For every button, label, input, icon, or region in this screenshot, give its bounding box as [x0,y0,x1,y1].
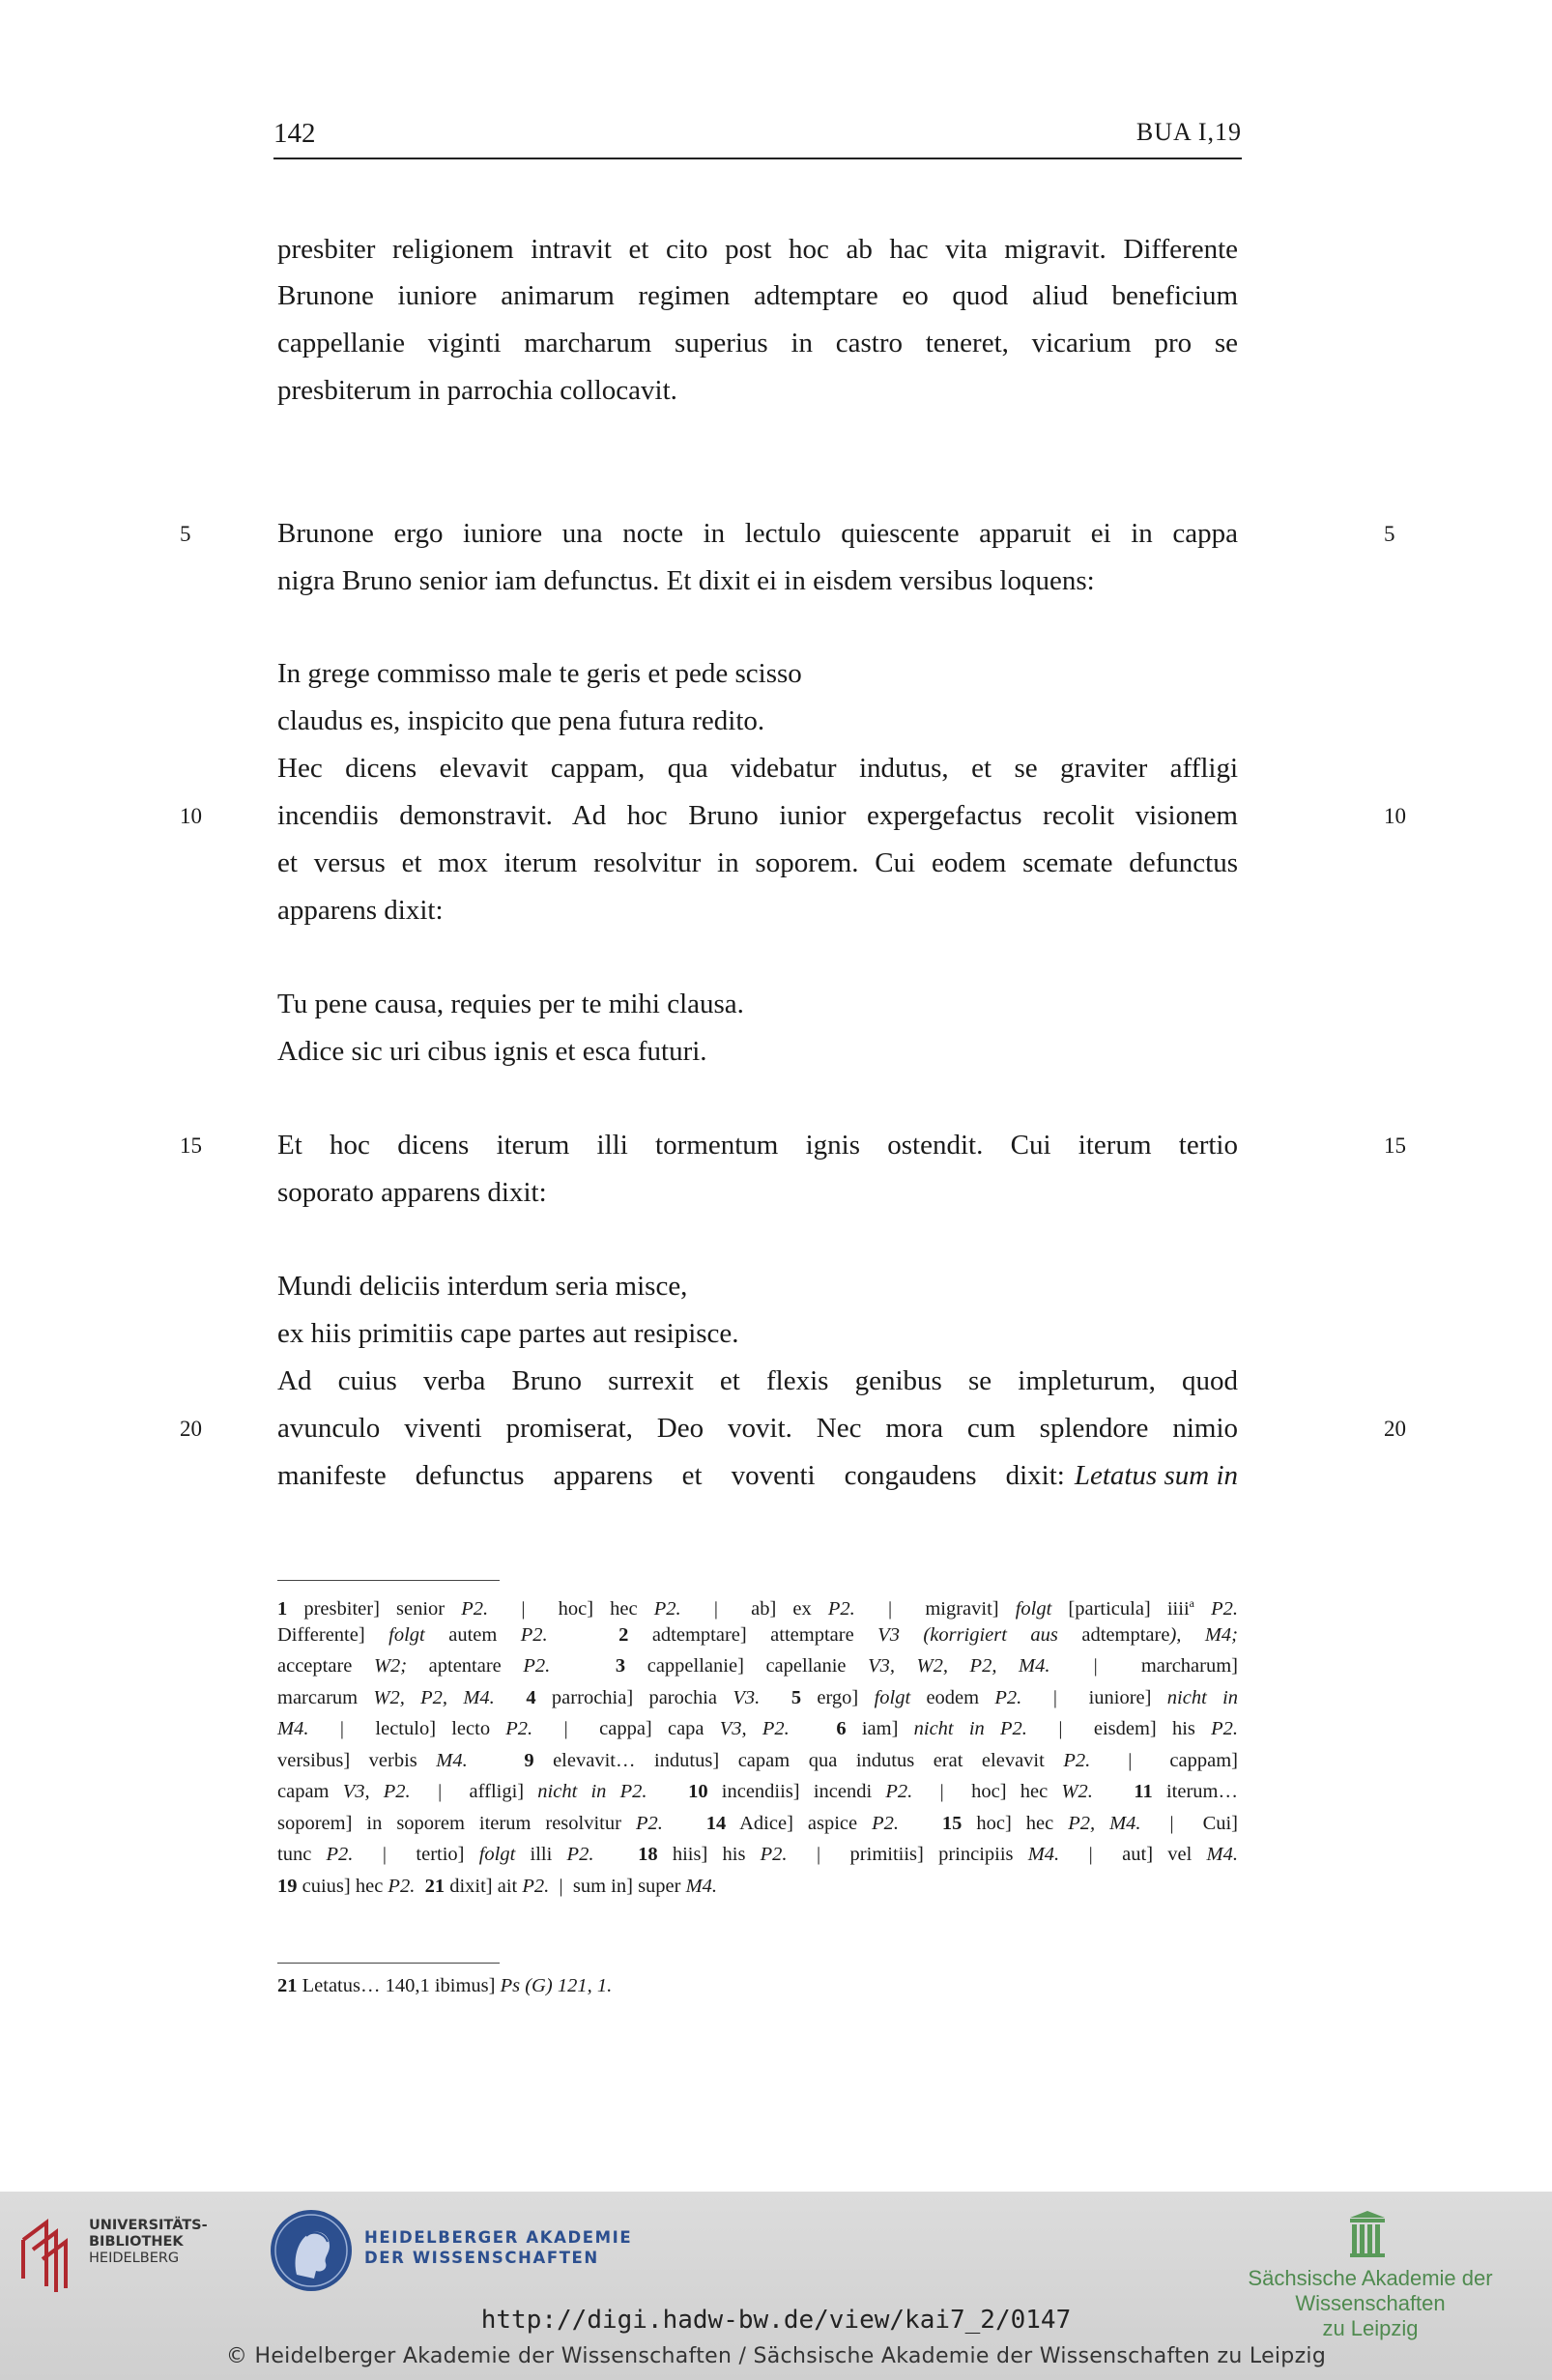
apparatus-line: 19 cuius] hec P2. 21 dixit] ait P2. | sum in] super M4. [277,1876,718,1897]
text-line: incendiis demonstravit. Ad hoc Bruno iunior expergefactus recolit visionem [277,800,1238,831]
apparatus-line: marcarum W2, P2, M4. 4 parrochia] parochia V3. 5 ergo] folgt eodem P2. | iuniore] nicht in [277,1687,1239,1708]
line-number-left: 20 [180,1417,202,1441]
apparatus-rule [277,1580,500,1581]
ub-line: HEIDELBERG [89,2251,180,2266]
text-line: et versus et mox iterum resolvitur in soporem. Cui eodem scemate defunctus [277,847,1238,878]
verse-line: In grege commisso male te geris et pede scisso [277,658,802,689]
saxon-line: zu Leipzig [1322,2316,1419,2340]
permalink-url[interactable]: http://digi.hadw-bw.de/view/kai7_2/0147 [480,2306,1072,2335]
apparatus-line: capam V3, P2. | affligi] nicht in P2. 10 incendiis] incendi P2. | hoc] hec W2. 11 iterum… [277,1781,1239,1802]
saxon-line: Sächsische Akademie der Wissenschaften [1248,2266,1493,2315]
copyright-notice: © Heidelberger Akademie der Wissenschaften / Sächsische Akademie der Wissenschaften zu Leipzig [225,2344,1327,2368]
text-line: Ad cuius verba Bruno surrexit et flexis genibus se impleturum, quod [277,1365,1238,1396]
line-number-left: 10 [180,804,202,828]
university-library-logo-icon[interactable] [17,2211,81,2299]
apparatus-line: versibus] verbis M4. 9 elevavit… indutus] capam qua indutus erat elevavit P2. | cappam] [277,1750,1238,1771]
text-line: soporato apparens dixit: [277,1177,547,1208]
verse-line: Mundi deliciis interdum seria misce, [277,1271,688,1302]
text-line-last [277,1456,1238,1495]
text-line: nigra Bruno senior iam defunctus. Et dixit ei in eisdem versibus loquens: [277,565,1095,596]
text-line: Et hoc dicens iterum illi tormentum ignis ostendit. Cui iterum tertio [277,1130,1238,1161]
hadw-line: HEIDELBERGER AKADEMIE [364,2228,633,2247]
text-line: cappellanie viginti marcharum superius in castro teneret, vicarium pro se [277,328,1238,358]
text-line-segment: manifeste defunctus apparens et voventi congaudens dixit: [277,1460,1065,1491]
text-line: Brunone iuniore animarum regimen adtemptare eo quod aliud beneficium [277,280,1238,311]
line-number-right: 5 [1384,522,1395,546]
apparatus-line: 1 presbiter] senior P2. | hoc] hec P2. | ab] ex P2. | migravit] folgt [particula] iiii$^a$ P2. [277,1596,1238,1620]
line-number-left: 5 [180,522,191,546]
verse-line: Tu pene causa, requies per te mihi clausa. [277,989,744,1019]
text-line: apparens dixit: [277,895,444,926]
text-line: avunculo viventi promiserat, Deo vovit. Nec mora cum splendore nimio [277,1413,1238,1444]
sources-rule [277,1963,500,1964]
verse-line: claudus es, inspicito que pena futura redito. [277,705,765,736]
apparatus-line: M4. | lectulo] lecto P2. | cappa] capa V3, P2. 6 iam] nicht in P2. | eisdem] his P2. [277,1718,1239,1739]
apparatus-line: acceptare W2; aptentare P2. 3 cappellanie] capellanie V3, W2, P2, M4. | marcharum] [277,1655,1238,1677]
line-number-right: 10 [1384,804,1406,828]
apparatus-line: tunc P2. | tertio] folgt illi P2. 18 hiis] his P2. | primitiis] principiis M4. | aut] vel M4. [277,1844,1238,1865]
line-number-left: 15 [180,1133,202,1158]
ub-line: UNIVERSITÄTS- [89,2218,208,2233]
text-line: Brunone ergo iuniore una nocte in lectulo quiescente apparuit ei in cappa [277,518,1238,549]
page-number: 142 [273,118,316,149]
text-line: presbiterum in parrochia collocavit. [277,375,677,406]
university-library-name [89,2218,208,2267]
header-rule [273,158,1242,159]
verse-line: ex hiis primitiis cape partes aut resipisce. [277,1318,739,1349]
running-head: BUA I,19 [1135,118,1242,146]
text-line: Hec dicens elevavit cappam, qua videbatur indutus, et se graviter affligi [277,753,1238,784]
hadw-line: DER WISSENSCHAFTEN [364,2249,599,2267]
italic-quote: Letatus sum in [1074,1460,1238,1491]
verse-line: Adice sic uri cibus ignis et esca futuri. [277,1036,707,1067]
line-number-right: 20 [1384,1417,1406,1441]
hadw-name [364,2227,632,2268]
text-line: presbiter religionem intravit et cito post hoc ab hac vita migravit. Differente [277,234,1238,265]
ub-line: BIBLIOTHEK [89,2234,184,2250]
apparatus-line: soporem] in soporem iterum resolvitur P2. 14 Adice] aspice P2. 15 hoc] hec P2, M4. | Cui] [277,1813,1239,1834]
apparatus-line: Differente] folgt autem P2. 2 adtemptare] attemptare V3 (korrigiert aus adtemptare), M4; [277,1624,1239,1646]
line-number-right: 15 [1384,1133,1406,1158]
saxon-academy-building-icon[interactable] [1348,2211,1387,2264]
hadw-head-logo-icon[interactable] [268,2207,355,2299]
sources-line: 21 Letatus… 140,1 ibimus] Ps (G) 121, 1. [277,1975,613,1996]
